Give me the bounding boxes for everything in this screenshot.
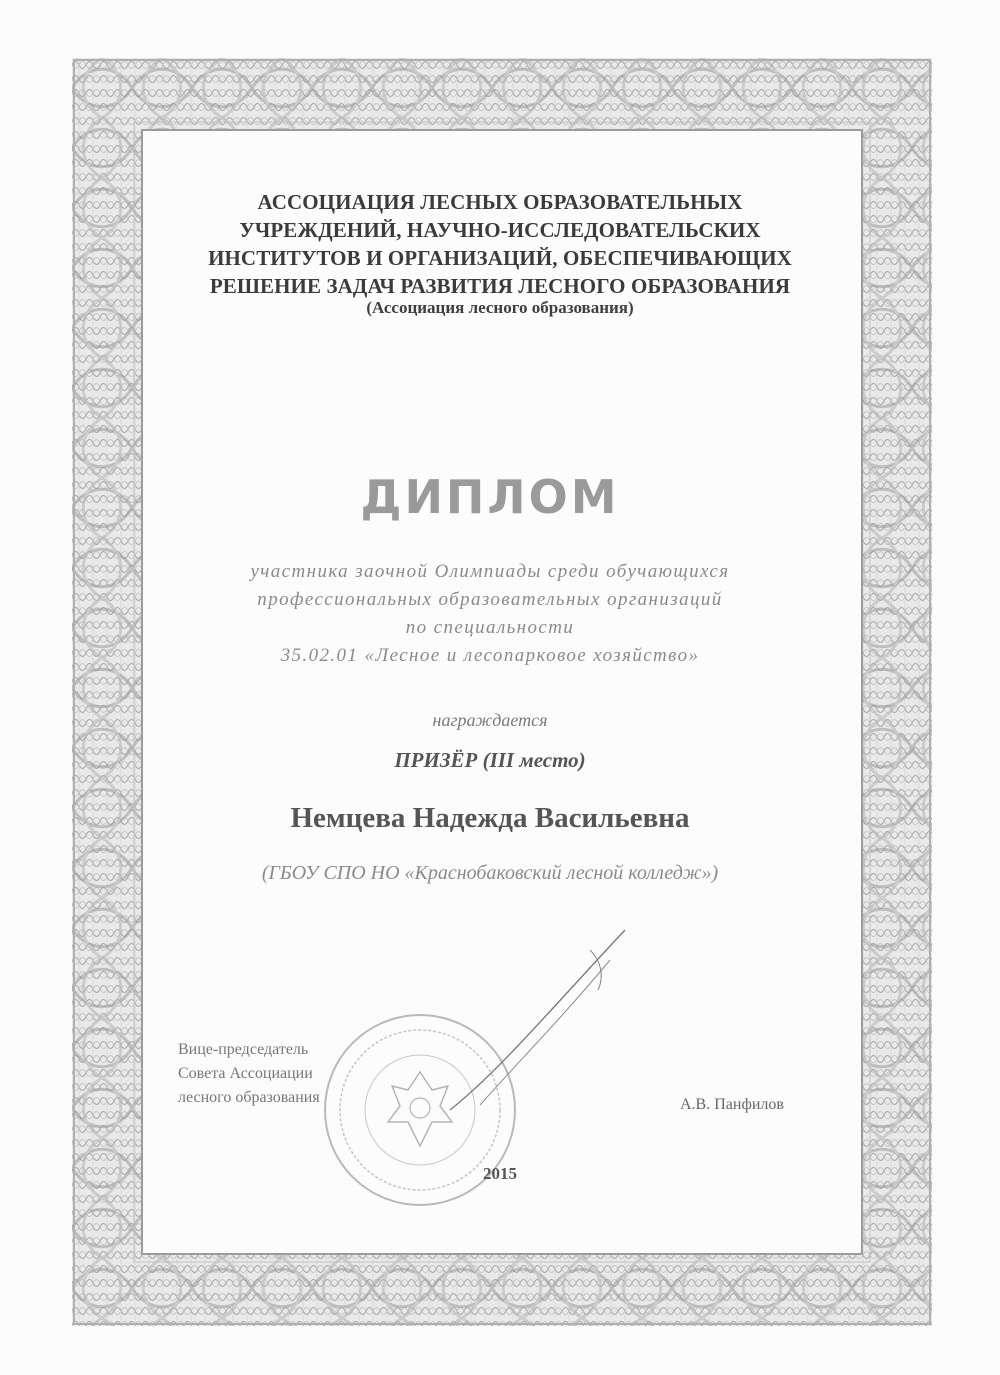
organization-short-name: (Ассоциация лесного образования) — [366, 298, 634, 317]
awarded-label: награждается — [432, 710, 548, 730]
organization-line: ИНСТИТУТОВ И ОРГАНИЗАЦИЙ, ОБЕСПЕЧИВАЮЩИХ — [208, 246, 792, 270]
organization-line: АССОЦИАЦИЯ ЛЕСНЫХ ОБРАЗОВАТЕЛЬНЫХ — [257, 190, 743, 214]
diploma-title: ДИПЛОМ — [360, 470, 620, 524]
issue-year: 2015 — [483, 1164, 517, 1183]
description-line: участника заочной Олимпиады среди обучающихся — [250, 561, 730, 582]
signatory-role-line: Вице-председатель — [178, 1041, 309, 1058]
description-line: по специальности — [405, 617, 575, 638]
diploma-description — [160, 558, 820, 670]
recipient-name: Немцева Надежда Васильевна — [290, 802, 690, 834]
handwritten-signature — [440, 920, 640, 1120]
organization-line: РЕШЕНИЕ ЗАДАЧ РАЗВИТИЯ ЛЕСНОГО ОБРАЗОВАНИЯ — [209, 274, 791, 298]
diploma-body — [160, 150, 840, 1230]
signatory-role-line: Совета Ассоциации — [178, 1065, 313, 1082]
organization-line: УЧРЕЖДЕНИЙ, НАУЧНО-ИССЛЕДОВАТЕЛЬСКИХ — [239, 218, 761, 242]
signatory-role-line: лесного образования — [178, 1089, 320, 1106]
signatory-role — [178, 1038, 438, 1110]
description-line: профессиональных образовательных организаций — [257, 589, 723, 610]
signatory-name: А.В. Панфилов — [680, 1096, 784, 1113]
organization-name — [160, 188, 840, 300]
recipient-college: (ГБОУ СПО НО «Краснобаковский лесной колледж») — [261, 862, 719, 884]
prize-title: ПРИЗЁР (III место) — [394, 748, 586, 772]
description-line: 35.02.01 «Лесное и лесопарковое хозяйство» — [280, 645, 700, 666]
